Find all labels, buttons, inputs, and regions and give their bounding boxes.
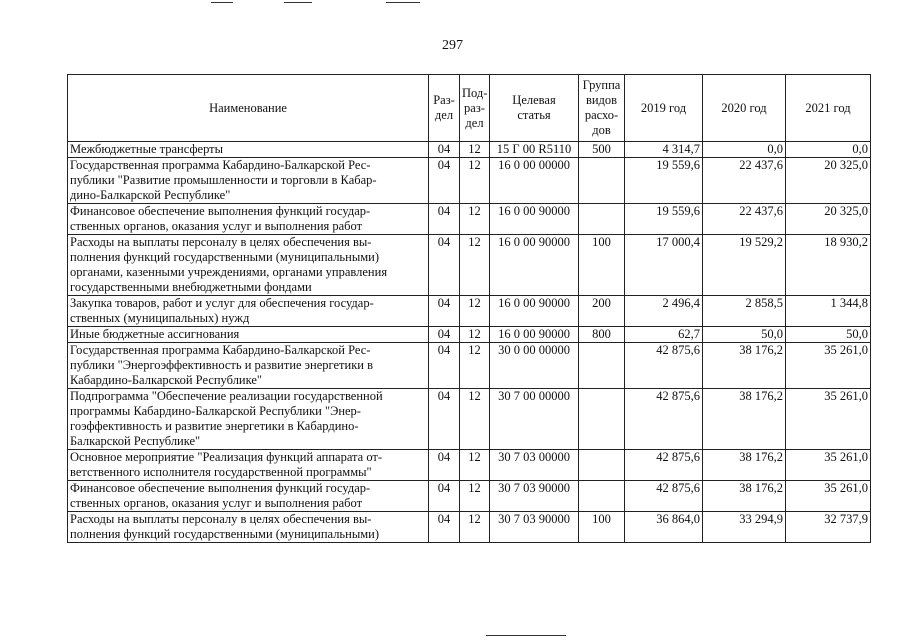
razdel-cell: 04 (429, 389, 460, 450)
table-row (68, 296, 871, 327)
amount-2021-cell: 20 325,0 (786, 204, 871, 235)
target-article-cell: 15 Г 00 R5110 (490, 142, 579, 158)
name-cell: Расходы на выплаты персоналу в целях обеспечения вы- полнения функций государственными (муниципальными) (68, 512, 429, 543)
column-header: 2019 год (625, 75, 703, 142)
amount-2021-cell: 20 325,0 (786, 158, 871, 204)
podrazdel-cell: 12 (460, 512, 490, 543)
expense-group-cell: 800 (579, 327, 625, 343)
amount-2021-cell: 32 737,9 (786, 512, 871, 543)
scan-artifact (386, 2, 420, 3)
expense-group-cell: 100 (579, 512, 625, 543)
amount-2019-cell: 19 559,6 (625, 204, 703, 235)
table-row (68, 389, 871, 450)
table-row (68, 235, 871, 296)
budget-table (67, 74, 871, 543)
target-article-cell: 30 7 03 90000 (490, 512, 579, 543)
amount-2019-cell: 42 875,6 (625, 389, 703, 450)
amount-2021-cell: 50,0 (786, 327, 871, 343)
expense-group-cell (579, 481, 625, 512)
podrazdel-cell: 12 (460, 327, 490, 343)
podrazdel-cell: 12 (460, 158, 490, 204)
amount-2021-cell: 1 344,8 (786, 296, 871, 327)
razdel-cell: 04 (429, 343, 460, 389)
podrazdel-cell: 12 (460, 343, 490, 389)
amount-2021-cell: 35 261,0 (786, 343, 871, 389)
expense-group-cell (579, 389, 625, 450)
amount-2019-cell: 62,7 (625, 327, 703, 343)
amount-2020-cell: 38 176,2 (703, 481, 786, 512)
column-header: Под- раз- дел (460, 75, 490, 142)
expense-group-cell: 500 (579, 142, 625, 158)
razdel-cell: 04 (429, 235, 460, 296)
table-row (68, 343, 871, 389)
target-article-cell: 30 7 03 90000 (490, 481, 579, 512)
podrazdel-cell: 12 (460, 389, 490, 450)
amount-2020-cell: 2 858,5 (703, 296, 786, 327)
expense-group-cell (579, 204, 625, 235)
name-cell: Государственная программа Кабардино-Балкарской Рес- публики "Развитие промышленности и торговли в Кабар- дино-Балкарской Республике" (68, 158, 429, 204)
name-cell: Межбюджетные трансферты (68, 142, 429, 158)
name-cell: Закупка товаров, работ и услуг для обеспечения государ- ственных (муниципальных) нужд (68, 296, 429, 327)
target-article-cell: 30 7 00 00000 (490, 389, 579, 450)
name-cell: Государственная программа Кабардино-Балкарской Рес- публики "Энергоэффективность и развитие энергетики в Кабардино-Балкарской Республике" (68, 343, 429, 389)
podrazdel-cell: 12 (460, 450, 490, 481)
table-row (68, 158, 871, 204)
amount-2019-cell: 4 314,7 (625, 142, 703, 158)
amount-2020-cell: 22 437,6 (703, 204, 786, 235)
column-header: Раз- дел (429, 75, 460, 142)
table-row (68, 512, 871, 543)
razdel-cell: 04 (429, 481, 460, 512)
scan-artifact (486, 635, 566, 636)
razdel-cell: 04 (429, 296, 460, 327)
column-header: Целевая статья (490, 75, 579, 142)
target-article-cell: 16 0 00 90000 (490, 327, 579, 343)
page-number: 297 (442, 38, 463, 53)
amount-2020-cell: 50,0 (703, 327, 786, 343)
razdel-cell: 04 (429, 327, 460, 343)
scan-artifact (211, 2, 233, 3)
name-cell: Расходы на выплаты персоналу в целях обеспечения вы- полнения функций государственными (муниципальными) органами, казенными учреждениями, органами управления государственными внебюджетными фондами (68, 235, 429, 296)
podrazdel-cell: 12 (460, 481, 490, 512)
expense-group-cell: 100 (579, 235, 625, 296)
podrazdel-cell: 12 (460, 142, 490, 158)
amount-2021-cell: 35 261,0 (786, 450, 871, 481)
column-header: 2020 год (703, 75, 786, 142)
razdel-cell: 04 (429, 142, 460, 158)
amount-2019-cell: 17 000,4 (625, 235, 703, 296)
name-cell: Основное мероприятие "Реализация функций аппарата от- ветственного исполнителя государственной программы" (68, 450, 429, 481)
amount-2019-cell: 36 864,0 (625, 512, 703, 543)
name-cell: Финансовое обеспечение выполнения функций государ- ственных органов, оказания услуг и выполнения работ (68, 481, 429, 512)
razdel-cell: 04 (429, 450, 460, 481)
amount-2019-cell: 42 875,6 (625, 450, 703, 481)
table-row (68, 450, 871, 481)
column-header: 2021 год (786, 75, 871, 142)
razdel-cell: 04 (429, 158, 460, 204)
amount-2021-cell: 18 930,2 (786, 235, 871, 296)
expense-group-cell: 200 (579, 296, 625, 327)
column-header: Наименование (68, 75, 429, 142)
name-cell: Финансовое обеспечение выполнения функций государ- ственных органов, оказания услуг и выполнения работ (68, 204, 429, 235)
table-row (68, 481, 871, 512)
scan-artifact (284, 2, 312, 3)
amount-2019-cell: 42 875,6 (625, 481, 703, 512)
amount-2020-cell: 19 529,2 (703, 235, 786, 296)
expense-group-cell (579, 450, 625, 481)
table-header-row (68, 75, 871, 142)
amount-2020-cell: 38 176,2 (703, 389, 786, 450)
razdel-cell: 04 (429, 204, 460, 235)
amount-2020-cell: 33 294,9 (703, 512, 786, 543)
target-article-cell: 16 0 00 90000 (490, 296, 579, 327)
amount-2019-cell: 42 875,6 (625, 343, 703, 389)
target-article-cell: 30 7 03 00000 (490, 450, 579, 481)
name-cell: Подпрограмма "Обеспечение реализации государственной программы Кабардино-Балкарской Республики "Энер- гоэффективность и развитие энергетики в Кабардино- Балкарской Республике" (68, 389, 429, 450)
razdel-cell: 04 (429, 512, 460, 543)
amount-2021-cell: 0,0 (786, 142, 871, 158)
podrazdel-cell: 12 (460, 296, 490, 327)
target-article-cell: 30 0 00 00000 (490, 343, 579, 389)
amount-2020-cell: 38 176,2 (703, 450, 786, 481)
expense-group-cell (579, 158, 625, 204)
name-cell: Иные бюджетные ассигнования (68, 327, 429, 343)
table-row (68, 142, 871, 158)
table-row (68, 204, 871, 235)
amount-2019-cell: 19 559,6 (625, 158, 703, 204)
amount-2021-cell: 35 261,0 (786, 389, 871, 450)
amount-2019-cell: 2 496,4 (625, 296, 703, 327)
expense-group-cell (579, 343, 625, 389)
target-article-cell: 16 0 00 00000 (490, 158, 579, 204)
amount-2021-cell: 35 261,0 (786, 481, 871, 512)
podrazdel-cell: 12 (460, 235, 490, 296)
amount-2020-cell: 38 176,2 (703, 343, 786, 389)
target-article-cell: 16 0 00 90000 (490, 235, 579, 296)
table-row (68, 327, 871, 343)
amount-2020-cell: 0,0 (703, 142, 786, 158)
column-header: Группа видов расхо- дов (579, 75, 625, 142)
table-body (68, 142, 871, 543)
target-article-cell: 16 0 00 90000 (490, 204, 579, 235)
podrazdel-cell: 12 (460, 204, 490, 235)
amount-2020-cell: 22 437,6 (703, 158, 786, 204)
